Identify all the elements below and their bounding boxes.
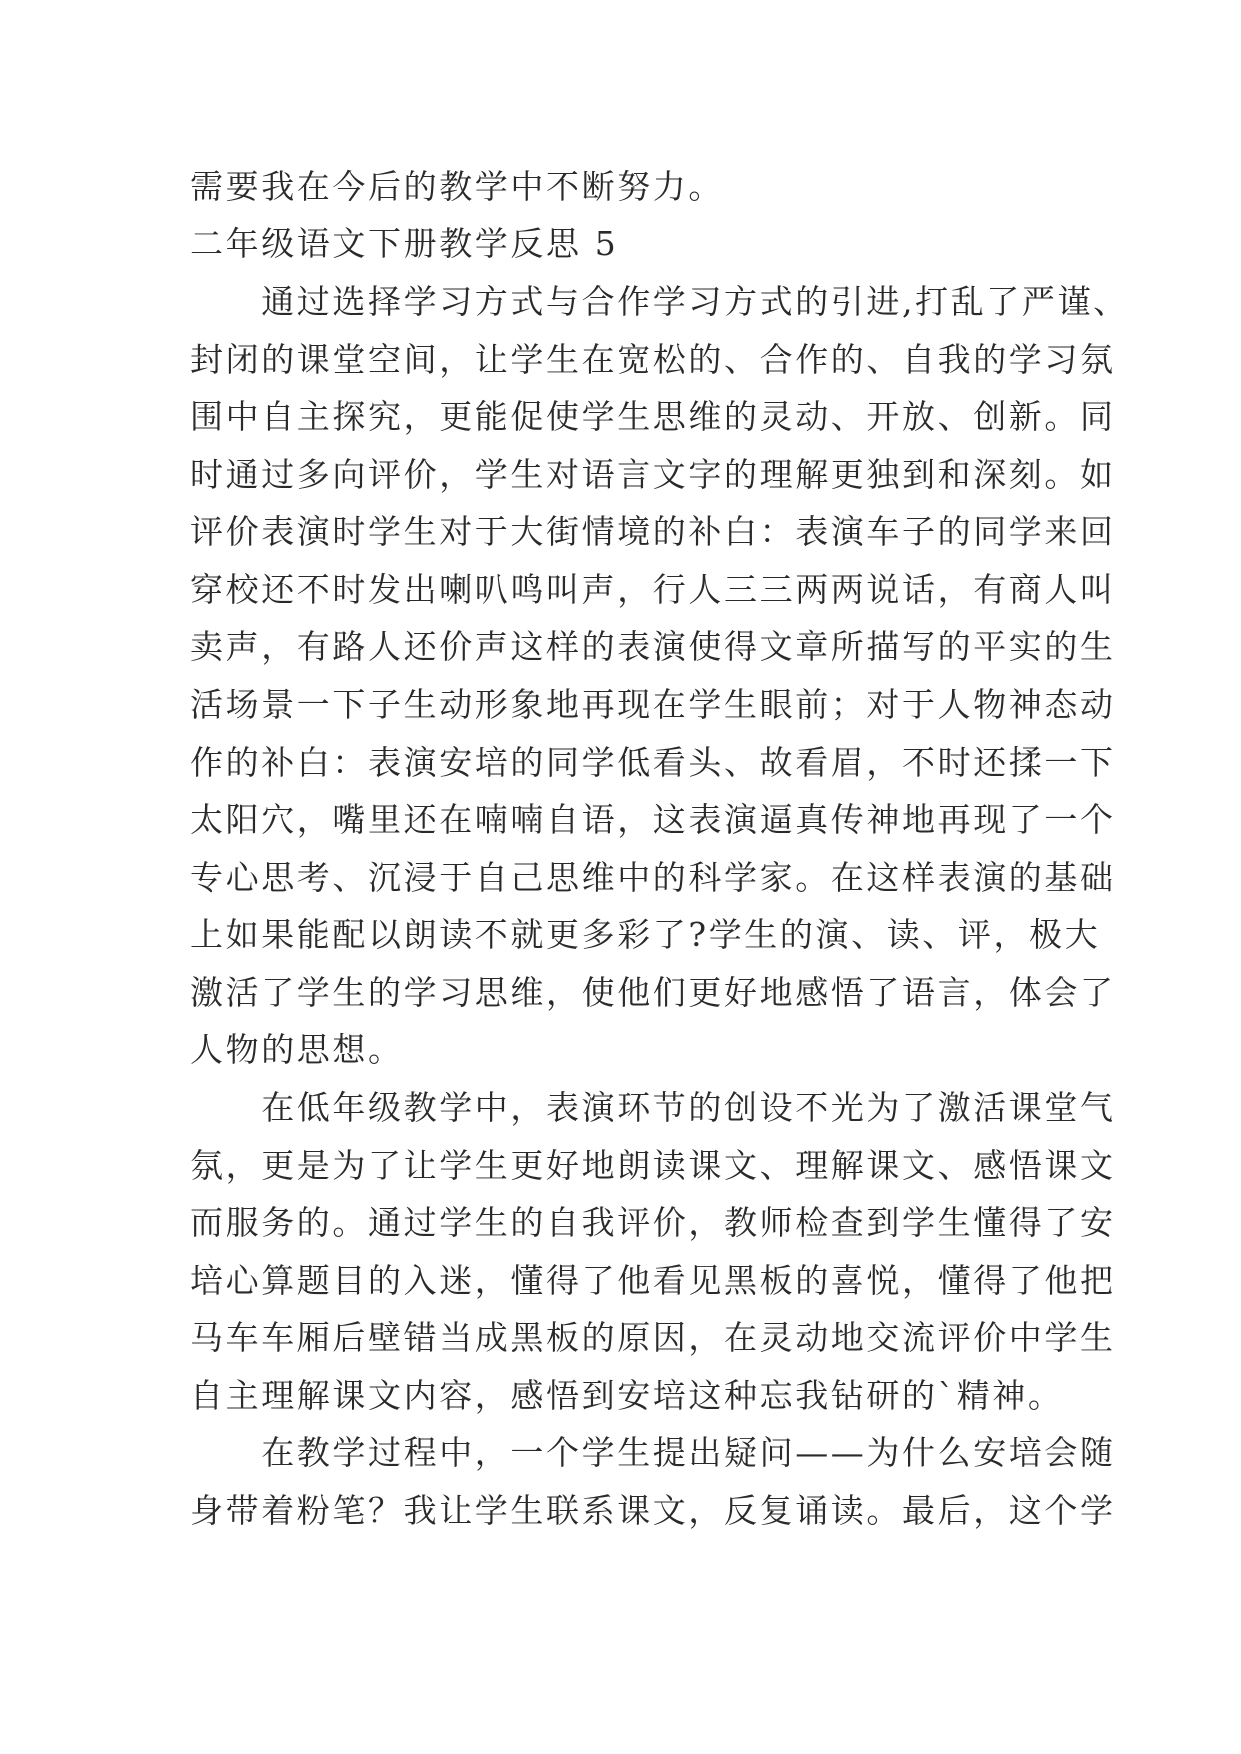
text-line: 培心算题目的入迷，懂得了他看见黑板的喜悦，懂得了他把 xyxy=(190,1261,1116,1300)
text-line: 人物的思想。 xyxy=(190,1030,404,1069)
text-line: 在教学过程中，一个学生提出疑问——为什么安培会随 xyxy=(190,1433,1116,1472)
text-line: 卖声，有路人还价声这样的表演使得文章所描写的平实的生 xyxy=(190,627,1116,666)
text-line: 活场景一下子生动形象地再现在学生眼前；对于人物神态动 xyxy=(190,685,1116,724)
text-line: 激活了学生的学习思维，使他们更好地感悟了语言，体会了 xyxy=(190,973,1116,1012)
text-line: 氛，更是为了让学生更好地朗读课文、理解课文、感悟课文 xyxy=(190,1146,1116,1185)
section-heading: 二年级语文下册教学反思 5 xyxy=(190,224,619,263)
text-line: 太阳穴，嘴里还在喃喃自语，这表演逼真传神地再现了一个 xyxy=(190,800,1116,839)
text-line: 上如果能配以朗读不就更多彩了?学生的演、读、评，极大 xyxy=(190,915,1101,954)
text-line: 围中自主探究，更能促使学生思维的灵动、开放、创新。同 xyxy=(190,397,1116,436)
text-line: 穿校还不时发出喇叭鸣叫声，行人三三两两说话，有商人叫 xyxy=(190,570,1116,609)
text-line: 通过选择学习方式与合作学习方式的引进,打乱了严谨、 xyxy=(190,282,1129,321)
text-line: 作的补白：表演安培的同学低看头、故看眉，不时还揉一下 xyxy=(190,743,1116,782)
text-line: 封闭的课堂空间，让学生在宽松的、合作的、自我的学习氛 xyxy=(190,340,1116,379)
text-line: 在低年级教学中，表演环节的创设不光为了激活课堂气 xyxy=(190,1088,1116,1127)
text-line: 评价表演时学生对于大街情境的补白：表演车子的同学来回 xyxy=(190,512,1116,551)
text-line: 马车车厢后壁错当成黑板的原因，在灵动地交流评价中学生 xyxy=(190,1318,1116,1357)
text-line: 需要我在今后的教学中不断努力。 xyxy=(190,167,724,206)
text-line: 而服务的。通过学生的自我评价，教师检查到学生懂得了安 xyxy=(190,1203,1116,1242)
text-line: 专心思考、沉浸于自己思维中的科学家。在这样表演的基础 xyxy=(190,858,1116,897)
text-line: 时通过多向评价，学生对语言文字的理解更独到和深刻。如 xyxy=(190,455,1116,494)
text-line: 自主理解课文内容，感悟到安培这种忘我钻研的`精神。 xyxy=(190,1376,1064,1415)
text-line: 身带着粉笔？我让学生联系课文，反复诵读。最后，这个学 xyxy=(190,1491,1116,1530)
